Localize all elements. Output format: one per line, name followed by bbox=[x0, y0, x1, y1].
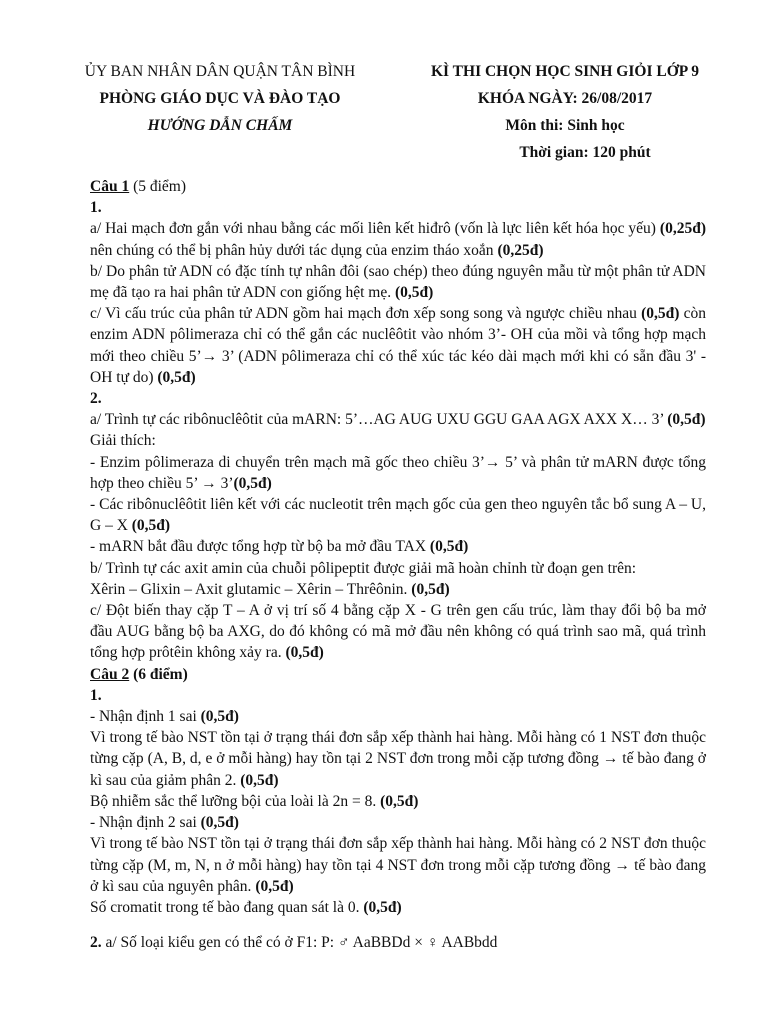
q2-statement-2 bbox=[90, 812, 706, 833]
score: (0,5đ) bbox=[240, 771, 279, 789]
q1-explain-2 bbox=[90, 494, 706, 536]
exam-subject: Môn thi: Sinh học bbox=[505, 117, 625, 134]
explain-text: Số cromatit trong tế bào đang quan sát là 0. bbox=[90, 898, 364, 916]
q1-1c-text: c/ Vì cấu trúc của phân tử ADN gồm hai mạch đơn xếp song song và ngược chiều nhau bbox=[90, 305, 642, 323]
explain-text: Bộ nhiễm sắc thể lưỡng bội của loài là 2n = 8. bbox=[90, 792, 381, 810]
score: (0,5đ) bbox=[429, 538, 469, 556]
q1-2b: b/ Trình tự các axit amin của chuỗi pôlipeptit được giải mã hoàn chỉnh từ đoạn gen trên: bbox=[90, 559, 637, 577]
header-left bbox=[60, 58, 380, 139]
score: (0,5đ) bbox=[200, 708, 239, 726]
explain-text: - mARN bắt đầu được tổng hợp từ bộ ba mở đầu TAX bbox=[90, 538, 430, 556]
q1-2c-text: c/ Đột biến thay cặp T – A ở vị trí số 4 bằng cặp X - G trên gen cấu trúc, làm thay đổi bộ ba mở đầu AUG bằng bộ ba AXG, do đó không có mã mở đầu nên không có quá trình sao mã, quá trình tổng hợp prôtêin không xảy ra. bbox=[90, 602, 706, 662]
spacer bbox=[90, 918, 706, 932]
score: (0,5đ) bbox=[411, 580, 450, 598]
score: (0,5đ) bbox=[233, 474, 272, 492]
q1-2a bbox=[90, 409, 706, 430]
q2-part1-label: 1. bbox=[90, 686, 102, 704]
doc-type: HƯỚNG DẪN CHẤM bbox=[147, 117, 293, 134]
exam-duration: Thời gian: 120 phút bbox=[519, 144, 651, 161]
answer-body bbox=[90, 176, 706, 953]
q1-1b bbox=[90, 261, 706, 303]
q2-part2 bbox=[90, 932, 706, 953]
q1-explain-3 bbox=[90, 536, 706, 557]
score: (0,25đ) bbox=[497, 241, 544, 259]
score: (0,5đ) bbox=[285, 644, 324, 662]
q2-statement-1 bbox=[90, 706, 706, 727]
explain-text: - Enzim pôlimeraza di chuyển trên mạch mã gốc theo chiều 3’→ 5’ và phân tử mARN được tổng hợp theo chiều 5’ → 3’ bbox=[90, 453, 706, 492]
statement-text: - Nhận định 2 sai bbox=[90, 814, 201, 832]
q2-statement-2-explain bbox=[90, 833, 706, 897]
statement-text: - Nhận định 1 sai bbox=[90, 708, 201, 726]
score: (0,5đ) bbox=[380, 792, 419, 810]
score: (0,5đ) bbox=[641, 305, 680, 323]
score: (0,5đ) bbox=[667, 411, 706, 429]
q1-1a-text: a/ Hai mạch đơn gắn với nhau bằng các mối liên kết hiđrô (vốn là lực liên kết hóa học yếu) bbox=[90, 220, 660, 238]
q2-part2-text: a/ Số loại kiểu gen có thể có ở F1: P: ♂ AaBBDd × ♀ AABbdd bbox=[101, 934, 498, 952]
q1-title: Câu 1 bbox=[90, 178, 130, 195]
exam-title: KÌ THI CHỌN HỌC SINH GIỎI LỚP 9 bbox=[430, 63, 699, 80]
q2-part2-label: 2. bbox=[90, 934, 102, 952]
q1-points: (5 điểm) bbox=[129, 178, 187, 195]
q1-part1-label: 1. bbox=[90, 199, 102, 217]
q1-1c-text2: còn enzim ADN pôlimeraza chỉ có thể gắn các nuclêôtit vào nhóm 3’- OH của mồi và tổng hợp mạch mới theo chiều 5’→ 3’ (ADN pôlimeraza chỉ có thể xúc tác kéo dài mạch mới khi có sẵn đầu 3' - OH tự do) bbox=[90, 305, 706, 386]
explain-text: Vì trong tế bào NST tồn tại ở trạng thái đơn sắp xếp thành hai hàng. Mỗi hàng có 1 NST đơn thuộc từng cặp (A, B, d, e ở mỗi hàng) hay tồn tại 2 NST đơn trong mỗi cặp tương đồng → tế bào đang ở kì sau của giảm phân 2. bbox=[90, 729, 706, 789]
education-office: PHÒNG GIÁO DỤC VÀ ĐÀO TẠO bbox=[99, 90, 341, 107]
exam-date: KHÓA NGÀY: 26/08/2017 bbox=[477, 90, 653, 107]
q2-title: Câu 2 bbox=[90, 665, 130, 683]
q1-1b-text: b/ Do phân tử ADN có đặc tính tự nhân đôi (sao chép) theo đúng nguyên mẫu từ một phân tử ADN mẹ đã tạo ra hai phân tử ADN con giống hệt mẹ. bbox=[90, 262, 706, 302]
score: (0,5đ) bbox=[131, 517, 171, 535]
score: (0,5đ) bbox=[200, 814, 239, 832]
q1-2c bbox=[90, 600, 706, 664]
q2-heading bbox=[90, 664, 706, 685]
score: (0,5đ) bbox=[394, 284, 434, 302]
q2-points: (6 điểm) bbox=[129, 665, 188, 683]
score: (0,25đ) bbox=[659, 220, 706, 238]
q1-1a bbox=[90, 218, 706, 260]
q2-statement-1-explain bbox=[90, 727, 706, 791]
amino-sequence: Xêrin – Glixin – Axit glutamic – Xêrin – Thrêônin. bbox=[90, 580, 412, 598]
q2-chromosome-set bbox=[90, 791, 706, 812]
q1-explain-label: Giải thích: bbox=[90, 432, 156, 450]
q1-2b-sequence bbox=[90, 579, 706, 600]
header-right bbox=[405, 58, 725, 166]
q1-part2-label: 2. bbox=[90, 390, 102, 408]
q2-chromatid-count bbox=[90, 897, 706, 918]
score: (0,5đ) bbox=[255, 877, 294, 895]
q1-explain-1 bbox=[90, 452, 706, 494]
district-committee: ỦY BAN NHÂN DÂN QUẬN TÂN BÌNH bbox=[84, 63, 356, 80]
score: (0,5đ) bbox=[363, 898, 402, 916]
score: (0,5đ) bbox=[157, 368, 196, 386]
q1-1c bbox=[90, 303, 706, 388]
q1-2a-text: a/ Trình tự các ribônuclêôtit của mARN: 5’…AG AUG UXU GGU GAA AGX AXX X… 3’ bbox=[90, 411, 668, 429]
explain-text: Vì trong tế bào NST tồn tại ở trạng thái đơn sắp xếp thành hai hàng. Mỗi hàng có 2 NST đơn thuộc từng cặp (M, m, N, n ở mỗi hàng) hay tồn tại 4 NST đơn trong mỗi cặp tương đồng → tế bào đang ở kì sau của nguyên phân. bbox=[90, 835, 706, 895]
explain-text: - Các ribônuclêôtit liên kết với các nucleotit trên mạch gốc của gen theo nguyên tắc bổ sung A – U, G – X bbox=[90, 496, 706, 535]
q1-heading bbox=[90, 176, 706, 197]
q1-1a-text2: nên chúng có thể bị phân hủy dưới tác dụng của enzim tháo xoắn bbox=[90, 241, 498, 259]
